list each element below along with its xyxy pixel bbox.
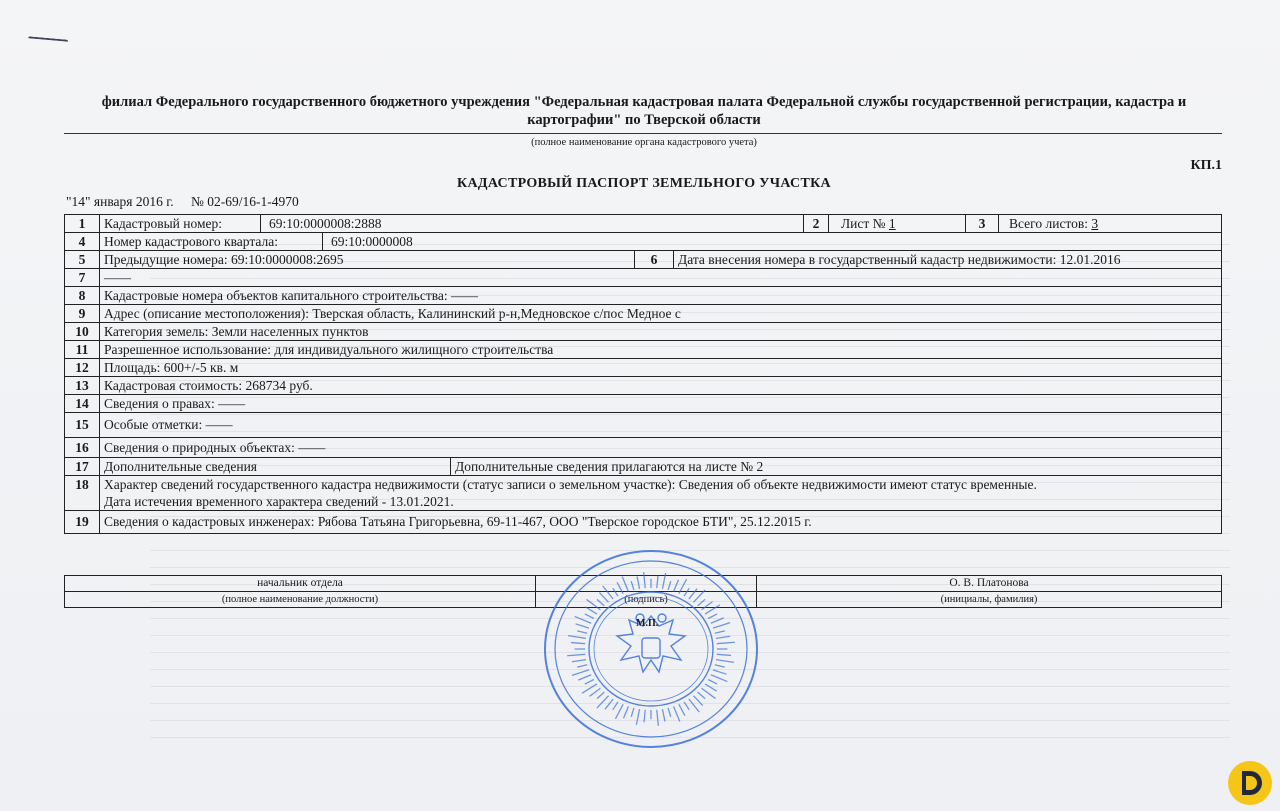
quarter-value: 69:10:0000008 <box>331 234 413 249</box>
seal-lettering-stroke <box>679 704 685 715</box>
seal-lettering-stroke <box>713 670 726 674</box>
seal-lettering-stroke <box>717 642 735 643</box>
table-row <box>65 305 1222 323</box>
seal-lettering-stroke <box>644 572 646 588</box>
seal-lettering-stroke <box>674 580 679 592</box>
row-number: 18 <box>65 476 100 511</box>
table-row <box>65 395 1222 413</box>
organization-underline <box>64 133 1222 134</box>
seal-mark: М.П. <box>636 618 659 629</box>
seal-lettering-stroke <box>702 602 713 610</box>
total-sheets-label: Всего листов: <box>1009 216 1089 231</box>
site-logo-icon <box>1226 759 1274 807</box>
sheet-number-label: Лист № <box>841 216 886 231</box>
seal-lettering-stroke <box>708 680 717 685</box>
seal-lettering-stroke <box>662 709 664 721</box>
seal-lettering-stroke <box>717 654 731 655</box>
rights-value: —— <box>218 396 246 411</box>
table-row <box>65 413 1222 438</box>
seal-lettering-stroke <box>693 696 702 706</box>
seal-lettering-stroke <box>636 709 639 725</box>
seal-lettering-stroke <box>716 636 730 638</box>
seal-lettering-stroke <box>711 675 727 682</box>
table-row <box>65 359 1222 377</box>
row-number: 16 <box>65 438 100 458</box>
seal-lettering-stroke <box>622 577 628 592</box>
table-row <box>65 377 1222 395</box>
seal-lettering-stroke <box>668 708 671 717</box>
seal-lettering-stroke <box>585 680 594 685</box>
seal-lettering-stroke <box>657 710 659 726</box>
table-row <box>65 511 1222 534</box>
row7-value: —— <box>100 269 1222 287</box>
row-number: 5 <box>65 251 100 269</box>
seal-lettering-stroke <box>698 599 705 606</box>
seal-lettering-stroke <box>715 631 725 633</box>
table-row <box>65 251 1222 269</box>
area: Площадь: 600+/-5 кв. м <box>100 359 1222 377</box>
seal-lettering-stroke <box>674 706 680 721</box>
document-date: "14" января 2016 г. <box>66 194 174 209</box>
row-number: 17 <box>65 458 100 476</box>
capital-objects-value: —— <box>451 288 479 303</box>
special-marks-value: —— <box>205 417 233 432</box>
seal-lettering-stroke <box>572 670 589 676</box>
organization-name: филиал Федерального государственного бюджетного учреждения "Федеральная кадастровая палата Федеральной службы государственной регистрации, кадастра и картографии" по Тверской области <box>101 94 1187 128</box>
seal-lettering-stroke <box>572 660 586 662</box>
sheet-number <box>829 215 966 232</box>
additional-info-label: Дополнительные сведения <box>100 458 451 475</box>
seal-lettering-stroke <box>568 636 586 639</box>
cadastral-engineers: Сведения о кадастровых инженерах: Рябова Татьяна Григорьевна, 69-11-467, ООО "Тверское городское БТИ", 25.12.2015 г. <box>100 511 1222 534</box>
seal-lettering-stroke <box>657 576 658 589</box>
table-row <box>65 458 1222 476</box>
passport-table <box>64 214 1222 534</box>
seal-lettering-stroke <box>711 618 724 623</box>
table-row <box>65 323 1222 341</box>
row-number: 11 <box>65 341 100 359</box>
row-number: 7 <box>65 269 100 287</box>
seal-lettering-stroke <box>615 704 623 719</box>
seal-lettering-stroke <box>578 675 591 680</box>
cadastral-number-value: 69:10:0000008:2888 <box>261 215 804 232</box>
previous-numbers: Предыдущие номера: 69:10:0000008:2695 <box>100 251 635 268</box>
seal-lettering-stroke <box>576 624 589 628</box>
row-number: 4 <box>65 233 100 251</box>
seal-lettering-stroke <box>679 579 687 594</box>
seal-lettering-stroke <box>605 699 613 709</box>
row-number: 2 <box>804 215 829 232</box>
signature-caption: (подпись) <box>536 592 757 608</box>
seal-lettering-stroke <box>585 614 594 619</box>
seal-lettering-stroke <box>684 702 689 710</box>
seal-lettering-stroke <box>613 588 618 596</box>
seal-lettering-stroke <box>662 573 665 589</box>
seal-lettering-stroke <box>715 665 725 667</box>
seal-lettering-stroke <box>585 607 597 614</box>
seal-lettering-stroke <box>631 708 634 717</box>
seal-lettering-stroke <box>589 688 600 696</box>
cadastral-number-label: Кадастровый номер: <box>100 215 261 232</box>
seal-lettering-stroke <box>599 593 608 603</box>
seal-lettering-stroke <box>637 576 639 588</box>
row-number: 13 <box>65 377 100 395</box>
document-number: № 02-69/16-1-4970 <box>191 194 299 209</box>
seal-lettering-stroke <box>577 631 587 633</box>
seal-lettering-stroke <box>644 710 645 723</box>
table-row <box>65 476 1222 511</box>
address: Адрес (описание местоположения): Тверская область, Калининский р-н,Медновское с/пос Медное с <box>100 305 1222 323</box>
document-title: КАДАСТРОВЫЙ ПАСПОРТ ЗЕМЕЛЬНОГО УЧАСТКА <box>457 176 831 191</box>
seal-lettering-stroke <box>597 692 604 699</box>
land-category: Категория земель: Земли населенных пунктов <box>100 323 1222 341</box>
seal-lettering-stroke <box>597 599 604 606</box>
organization-caption: (полное наименование органа кадастрового учета) <box>531 137 757 148</box>
seal-lettering-stroke <box>571 643 585 644</box>
seal-lettering-stroke <box>624 706 629 718</box>
row-number: 14 <box>65 395 100 413</box>
temporary-expiry: Дата истечения временного характера сведений - 13.01.2021. <box>104 494 454 509</box>
special-marks-label: Особые отметки: <box>104 417 203 432</box>
rights-label: Сведения о правах: <box>104 396 215 411</box>
cadastral-value: Кадастровая стоимость: 268734 руб. <box>100 377 1222 395</box>
seal-lettering-stroke <box>708 614 717 619</box>
seal-lettering-stroke <box>705 684 717 691</box>
seal-lettering-stroke <box>631 581 634 590</box>
form-code: КП.1 <box>1190 158 1222 173</box>
seal-lettering-stroke <box>567 654 585 655</box>
position-caption: (полное наименование должности) <box>65 592 536 608</box>
permitted-use: Разрешенное использование: для индивидуального жилищного строительства <box>100 341 1222 359</box>
table-row <box>65 438 1222 458</box>
seal-lettering-stroke <box>713 623 730 629</box>
row-number: 12 <box>65 359 100 377</box>
total-sheets <box>999 215 1221 232</box>
row-number: 19 <box>65 511 100 534</box>
additional-info-value: Дополнительные сведения прилагаются на листе № 2 <box>455 459 764 474</box>
seal-lettering-stroke <box>613 702 618 710</box>
seal-lettering-stroke <box>575 616 591 623</box>
table-row <box>65 233 1222 251</box>
seal-lettering-stroke <box>684 588 689 596</box>
sheet-number-value: 1 <box>888 216 896 231</box>
record-status: Характер сведений государственного кадастра недвижимости (статус записи о земельном участке): Сведения об объекте недвижимости имеют статус временные. <box>104 477 1037 492</box>
natural-objects-label: Сведения о природных объектах: <box>104 440 295 455</box>
registration-date: Дата внесения номера в государственный кадастр недвижимости: 12.01.2016 <box>678 252 1121 267</box>
row-number: 10 <box>65 323 100 341</box>
row-number: 3 <box>966 215 999 232</box>
row-number: 8 <box>65 287 100 305</box>
seal-lettering-stroke <box>617 582 623 593</box>
official-seal-icon <box>536 546 766 752</box>
table-row <box>65 341 1222 359</box>
document-date-line <box>66 194 299 210</box>
seal-lettering-stroke <box>698 692 705 699</box>
capital-objects-label: Кадастровые номера объектов капитального строительства: <box>104 288 448 303</box>
official-name: О. В. Платонова <box>757 576 1222 592</box>
name-caption: (инициалы, фамилия) <box>757 592 1222 608</box>
seal-lettering-stroke <box>577 665 587 667</box>
seal-lettering-stroke <box>716 660 734 663</box>
official-position: начальник отдела <box>65 576 536 592</box>
quarter-label: Номер кадастрового квартала: <box>100 233 323 250</box>
row-number: 1 <box>65 215 100 233</box>
table-row <box>65 215 1222 233</box>
row-number: 9 <box>65 305 100 323</box>
total-sheets-value: 3 <box>1091 216 1099 231</box>
natural-objects-value: —— <box>298 440 326 455</box>
row-number: 15 <box>65 413 100 438</box>
row-number: 6 <box>635 251 674 268</box>
table-row <box>65 287 1222 305</box>
seal-lettering-stroke <box>668 581 671 590</box>
seal-lettering-stroke <box>689 589 697 599</box>
table-row <box>65 269 1222 287</box>
pen-mark <box>28 36 68 45</box>
